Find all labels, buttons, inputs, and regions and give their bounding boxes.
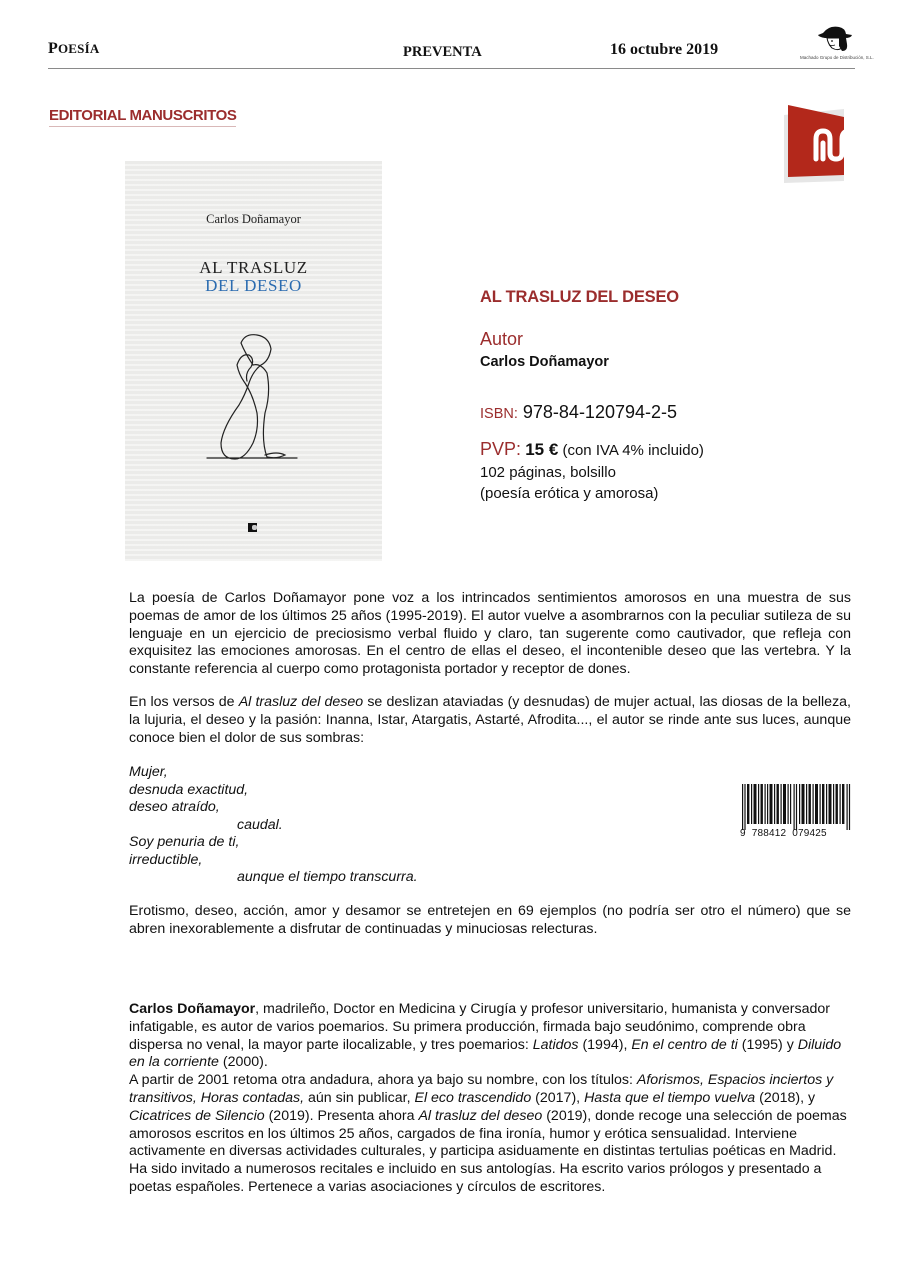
- section-label-rest: OESÍA: [57, 41, 100, 56]
- p2-book-title: Al trasluz del deseo: [238, 694, 364, 710]
- release-date: 16 octubre 2019: [610, 41, 719, 58]
- book-format: 102 páginas, bolsillo: [480, 464, 616, 481]
- bio-work-title: Cicatrices de Silencio: [129, 1107, 265, 1124]
- poem-line: deseo atraído,: [129, 799, 220, 815]
- poem-line: caudal.: [237, 816, 283, 833]
- poem-line: Soy penuria de ti,: [129, 834, 240, 850]
- p2-text-after: se deslizan ataviadas (y desnudas) de mujer actual, las diosas de la belleza, la lujuria, el deseo y la pasión: Inanna, Istar, Atargatis, Astarté, Afrodita..., el autor se rinde ante sus luces, aunque conoce bien el dolor de sus sombras:: [129, 694, 851, 746]
- section-label: [48, 40, 99, 58]
- section-label-initial: P: [48, 40, 58, 57]
- bio-text: (2019). Presenta ahora: [264, 1107, 419, 1124]
- isbn-label: ISBN:: [480, 406, 518, 422]
- description-paragraph-1: La poesía de Carlos Doñamayor pone voz a los intrincados sentimientos amorosos en una muestra de sus poemas de amor de los últimos 25 años (1995-2019). El autor vuelve a asombrarnos con la peculiar sutileza de su lenguaje en un ejercicio de preciosismo verbal fluido y claro, tan sugerente como cautivador, que refleja con exquisitez las emociones amorosas. En el centro de ellas el deseo, el incontenible deseo que las vertebra. Y la constante referencia al cuerpo como protagonista portador y receptor de dones.: [129, 590, 851, 678]
- line-drawing-figure-icon: [205, 333, 305, 463]
- price-row: [480, 439, 840, 460]
- bio-text: , madrileño, Doctor en Medicina y Cirugía y profesor universitario, humanista y conversador infatigable, es autor de varios poemarios. Su primera producción, firmada bajo seudónimo, comprende obra dispersa no venal, la mayor parte ilocalizable, y tres poemarios:: [129, 1001, 831, 1053]
- cover-author: Carlos Doñamayor: [206, 212, 301, 226]
- isbn-barcode: [740, 784, 852, 840]
- book-cover: [125, 161, 382, 561]
- distributor-logo: [800, 24, 874, 66]
- publisher-name: EDITORIAL MANUSCRITOS: [49, 107, 236, 127]
- manuscritos-logo-icon: [780, 103, 862, 183]
- bio-author-name: Carlos Doñamayor: [129, 1001, 256, 1017]
- distributor-caption: Machado Grupo de Distribución, S.L.: [800, 55, 874, 60]
- bio-text: (2017),: [531, 1089, 585, 1106]
- bio-text: (2018), y: [755, 1089, 816, 1106]
- publisher-mark-icon: [248, 523, 257, 532]
- author-name: Carlos Doñamayor: [480, 354, 609, 370]
- bio-text: aún sin publicar,: [304, 1089, 415, 1106]
- bio-work-title: Diluido en la corriente: [129, 1036, 842, 1071]
- cover-title-line1: AL TRASLUZ: [199, 258, 308, 277]
- bio-text: (2000).: [218, 1054, 268, 1071]
- poem-line: aunque el tiempo transcurra.: [237, 869, 418, 885]
- hat-man-icon: [815, 24, 855, 54]
- bio-work-title: En el centro de ti: [631, 1036, 738, 1053]
- description-paragraph-3: Erotismo, deseo, acción, amor y desamor se entretejen en 69 ejemplos (no podría ser otro el número) que se abren inexorablemente a disfrutar de continuadas y minuciosas relecturas.: [129, 903, 851, 937]
- barcode-digits: 9 788412 079425: [740, 828, 827, 839]
- poem-line: irreductible,: [129, 851, 203, 868]
- bio-text: (1994),: [578, 1036, 632, 1053]
- book-genre: (poesía erótica y amorosa): [480, 485, 659, 502]
- poem-line: Mujer,: [129, 764, 168, 780]
- presale-label: PREVENTA: [403, 44, 482, 60]
- bio-text: (2019), donde recoge una selección de poemas amorosos escritos en los últimos 25 años, cargados de fina ironía, humor y erótica sensualidad. Interviene activamente en diversas actividades culturales, y participa asiduamente en distintas tertulias poéticas en Madrid. Ha sido invitado a numerosos recitales e incluido en sus antologías. Ha escrito varios prólogos y presentado a poetas españoles. Pertenece a varias asociaciones y círculos de escritores.: [129, 1107, 847, 1195]
- book-title: AL TRASLUZ DEL DESEO: [480, 288, 679, 306]
- price-note: (con IVA 4% incluido): [562, 442, 704, 459]
- price-label: PVP:: [480, 439, 522, 459]
- bio-work-title: Al trasluz del deseo: [418, 1107, 543, 1124]
- bio-work-title: El eco trascendido: [414, 1089, 532, 1106]
- bio-text: A partir de 2001 retoma otra andadura, ahora ya bajo su nombre, con los títulos:: [129, 1072, 637, 1089]
- isbn-value: 978-84-120794-2-5: [522, 402, 678, 422]
- cover-title-line2: DEL DESEO: [205, 276, 302, 295]
- book-info: [480, 288, 840, 502]
- bio-text: (1995) y: [737, 1036, 798, 1053]
- author-bio: [129, 1001, 854, 1197]
- p2-text-before: En los versos de: [129, 694, 239, 710]
- description-paragraph-2: [129, 694, 851, 747]
- header-divider: [48, 68, 855, 69]
- publisher-logo: [780, 103, 862, 183]
- poem-excerpt: [129, 764, 418, 887]
- price-value: 15 €: [525, 440, 559, 459]
- bio-work-title: Latidos: [532, 1036, 579, 1053]
- poem-line: desnuda exactitud,: [129, 781, 249, 798]
- bio-work-title: Hasta que el tiempo vuelva: [584, 1089, 756, 1106]
- bio-work-title: Aforismos, Espacios inciertos y transitivos, Horas contadas,: [129, 1072, 834, 1106]
- isbn-row: [480, 402, 840, 423]
- author-label: Autor: [480, 329, 524, 349]
- barcode-icon: [740, 784, 852, 830]
